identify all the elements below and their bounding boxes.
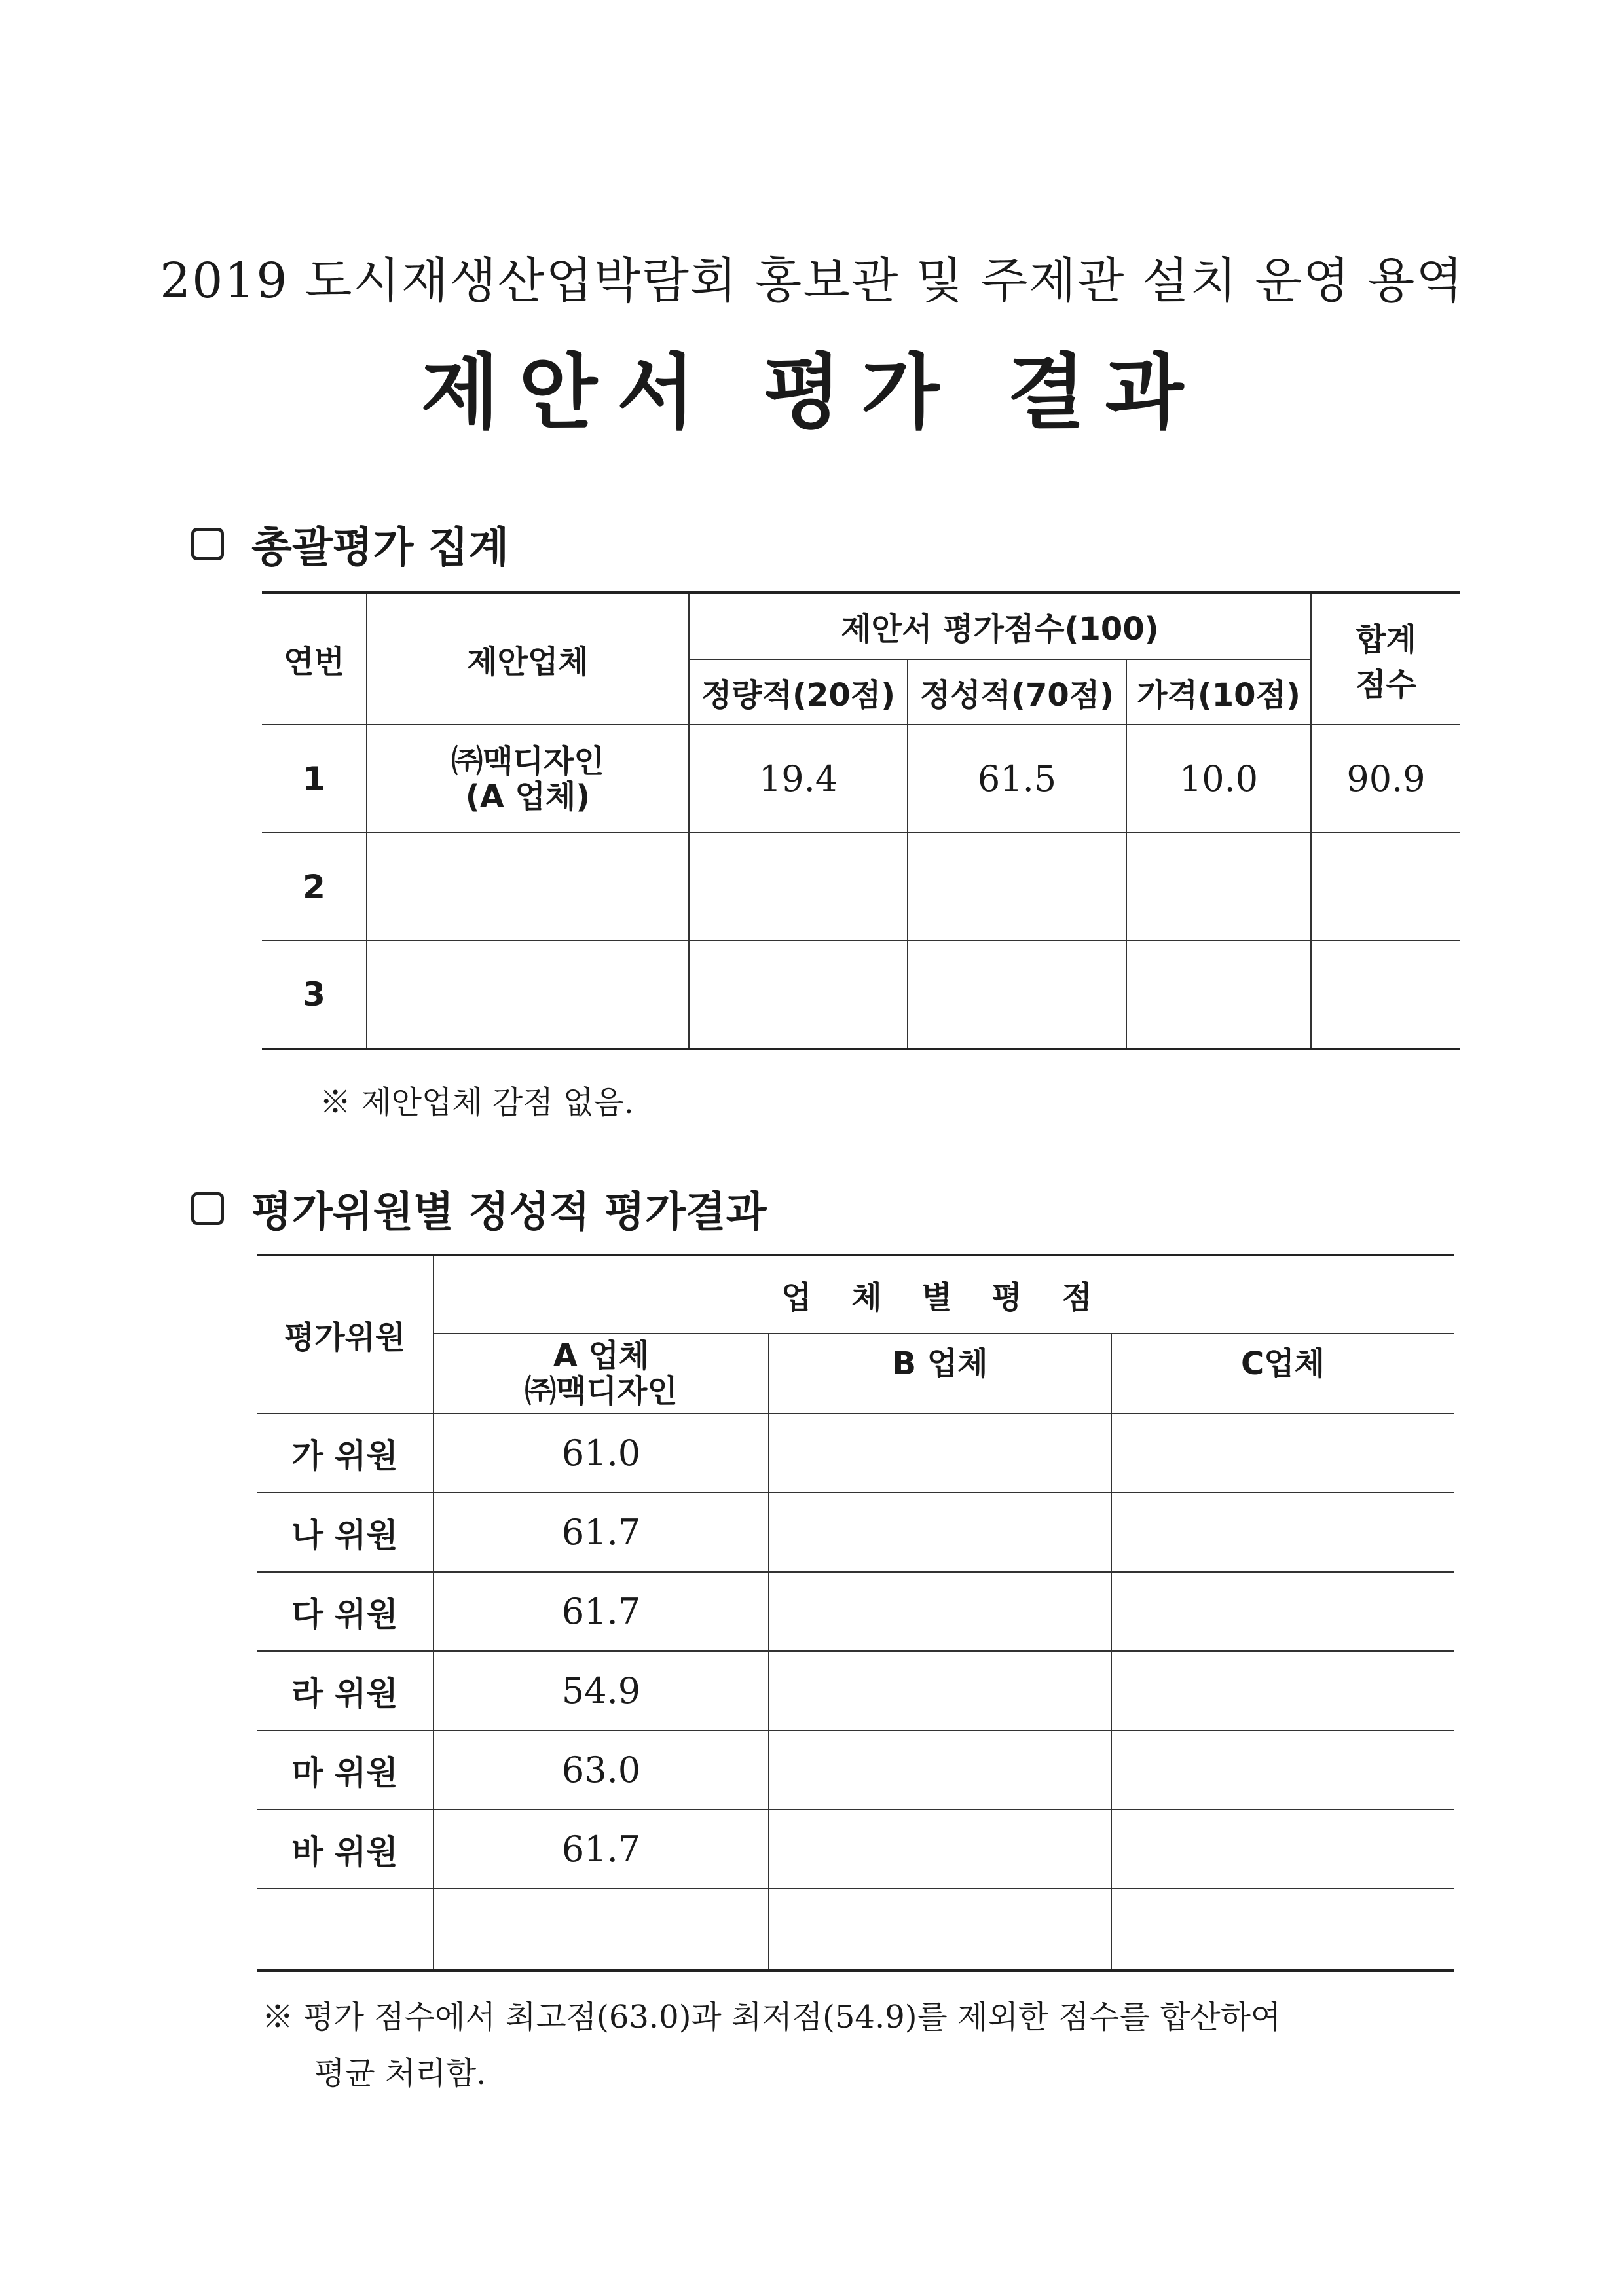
- row-total: 90.9: [1311, 725, 1460, 833]
- table-header-row: [257, 1255, 1454, 1334]
- row-evaluator: [257, 1889, 434, 1971]
- row-evaluator: 바 위원: [257, 1810, 434, 1889]
- row-qual: [908, 941, 1126, 1049]
- row-score-c: [1111, 1810, 1454, 1889]
- row-price: [1126, 833, 1311, 941]
- row-score-a: 54.9: [434, 1651, 769, 1730]
- table-subheader-row: [257, 1334, 1454, 1413]
- section-title: 평가위원별 정성적 평가결과: [251, 1188, 767, 1237]
- row-evaluator: 라 위원: [257, 1651, 434, 1730]
- row-no: 2: [262, 833, 367, 941]
- row-score-a: 61.7: [434, 1493, 769, 1572]
- table-row: [262, 833, 1460, 941]
- row-score-b: [769, 1889, 1111, 1971]
- header-score-group: 제안서 평가점수(100): [689, 592, 1311, 659]
- section-heading-evaluators: [191, 1178, 766, 1239]
- header-quant: 정량적(20점): [689, 659, 908, 725]
- row-total: [1311, 941, 1460, 1049]
- row-qual: [908, 833, 1126, 941]
- table-row: [257, 1572, 1454, 1651]
- row-vendor: [367, 941, 689, 1049]
- row-score-c: [1111, 1413, 1454, 1493]
- row-qual: 61.5: [908, 725, 1126, 833]
- row-score-b: [769, 1651, 1111, 1730]
- row-score-b: [769, 1810, 1111, 1889]
- row-total: [1311, 833, 1460, 941]
- row-score-a: 61.7: [434, 1810, 769, 1889]
- header-price: 가격(10점): [1126, 659, 1311, 725]
- header-qual: 정성적(70점): [908, 659, 1126, 725]
- header-no: 연번: [262, 592, 367, 725]
- row-score-a: [434, 1889, 769, 1971]
- evaluator-note-line2: 평균 처리함.: [314, 2055, 487, 2092]
- table-row: [257, 1493, 1454, 1572]
- document-subtitle: 2019 도시재생산업박람회 홍보관 및 주제관 설치 운영 용역: [160, 253, 1464, 309]
- table-row: [262, 941, 1460, 1049]
- table-row: [257, 1413, 1454, 1493]
- row-quant: [689, 833, 908, 941]
- row-score-b: [769, 1413, 1111, 1493]
- row-score-a: 63.0: [434, 1730, 769, 1810]
- table-row: [257, 1810, 1454, 1889]
- row-no: 1: [262, 725, 367, 833]
- section-title: 총괄평가 집계: [251, 524, 509, 572]
- row-score-c: [1111, 1493, 1454, 1572]
- row-score-c: [1111, 1651, 1454, 1730]
- section-heading-summary: [191, 514, 509, 574]
- header-group: 업 체 별 평 점: [434, 1255, 1454, 1334]
- row-evaluator: 나 위원: [257, 1493, 434, 1572]
- row-score-c: [1111, 1730, 1454, 1810]
- row-quant: 19.4: [689, 725, 908, 833]
- summary-table: [262, 591, 1460, 1050]
- row-score-b: [769, 1493, 1111, 1572]
- table-row: [257, 1730, 1454, 1810]
- header-total: 합계 점수: [1311, 592, 1460, 725]
- header-vendor: 제안업체: [367, 592, 689, 725]
- row-score-a: 61.7: [434, 1572, 769, 1651]
- table-header-row: [262, 592, 1460, 659]
- header-evaluator: 평가위원: [257, 1255, 434, 1413]
- evaluator-note-line1: ※ 평가 점수에서 최고점(63.0)과 최저점(54.9)를 제외한 점수를 합산하여: [262, 1999, 1282, 2035]
- row-score-a: 61.0: [434, 1413, 769, 1493]
- header-vendor-b: B 업체: [769, 1334, 1111, 1413]
- checkbox-icon: [191, 1192, 224, 1225]
- row-price: [1126, 941, 1311, 1049]
- row-no: 3: [262, 941, 367, 1049]
- row-vendor: ㈜맥디자인 (A 업체): [367, 725, 689, 833]
- summary-note: ※ 제안업체 감점 없음.: [320, 1084, 634, 1121]
- row-price: 10.0: [1126, 725, 1311, 833]
- row-score-c: [1111, 1889, 1454, 1971]
- row-score-c: [1111, 1572, 1454, 1651]
- table-row: [257, 1651, 1454, 1730]
- row-vendor: [367, 833, 689, 941]
- row-quant: [689, 941, 908, 1049]
- table-row: [257, 1889, 1454, 1971]
- evaluator-table: [257, 1254, 1454, 1972]
- row-score-b: [769, 1572, 1111, 1651]
- header-vendor-c: C업체: [1111, 1334, 1454, 1413]
- row-evaluator: 마 위원: [257, 1730, 434, 1810]
- row-evaluator: 다 위원: [257, 1572, 434, 1651]
- document-title: 제안서 평가 결과: [420, 345, 1204, 440]
- table-row: [262, 725, 1460, 833]
- row-evaluator: 가 위원: [257, 1413, 434, 1493]
- header-vendor-a: A 업체 ㈜맥디자인: [434, 1334, 769, 1413]
- row-score-b: [769, 1730, 1111, 1810]
- checkbox-icon: [191, 528, 224, 560]
